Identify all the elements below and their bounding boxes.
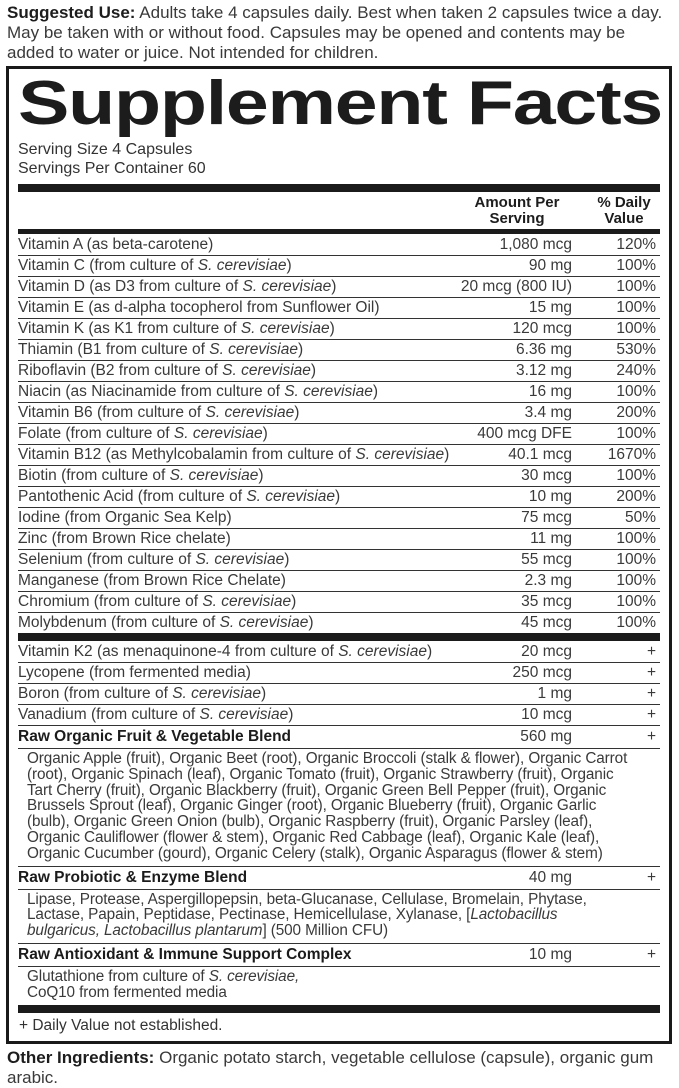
daily-value-footnote: + Daily Value not established. bbox=[19, 1016, 223, 1034]
amount-per-serving: 2.3 mg bbox=[524, 572, 572, 589]
table-row bbox=[18, 507, 660, 528]
table-row bbox=[18, 528, 660, 549]
table-row bbox=[18, 465, 660, 486]
daily-value: 100% bbox=[616, 425, 656, 442]
divider-bar-thick bbox=[18, 1005, 660, 1013]
other-ingredients bbox=[0, 1044, 679, 1088]
amount-per-serving: 3.4 mg bbox=[524, 404, 572, 421]
daily-value: 530% bbox=[616, 341, 656, 358]
daily-value: 100% bbox=[616, 572, 656, 589]
other-ingredients-body: Organic potato starch, vegetable cellulose (capsule), organic gum arabic. bbox=[7, 1047, 654, 1087]
daily-value: 200% bbox=[616, 488, 656, 505]
table-row bbox=[18, 402, 660, 423]
daily-value: 100% bbox=[616, 593, 656, 610]
ingredient-name: Lycopene (from fermented media) bbox=[18, 664, 251, 681]
ingredient-name: Vitamin B6 (from culture of S. cerevisiae) bbox=[18, 404, 300, 421]
ingredient-name: Riboflavin (B2 from culture of S. cerevisiae) bbox=[18, 362, 317, 379]
amount-per-serving: 120 mcg bbox=[512, 320, 572, 337]
secondary-nutrient-rows bbox=[18, 641, 660, 725]
table-row bbox=[18, 704, 660, 725]
amount-per-serving: 15 mg bbox=[528, 299, 572, 316]
amount-per-serving: 6.36 mg bbox=[515, 341, 572, 358]
servings-per-container: Servings Per Container 60 bbox=[18, 160, 206, 177]
amount-per-serving: 10 mg bbox=[528, 488, 572, 505]
ingredient-name: Vitamin E (as d-alpha tocopherol from Sunflower Oil) bbox=[18, 299, 380, 316]
ingredient-name: Manganese (from Brown Rice Chelate) bbox=[18, 572, 286, 589]
daily-value: + bbox=[646, 728, 656, 745]
blend-ingredient-list: Organic Apple (fruit), Organic Beet (root), Organic Broccoli (stalk & flower), Organic Carrot (root), Organic Spinach (leaf), Organic Tomato (fruit), Organic Strawberry (fruit), Organic Tart Cherry (fruit), Organic Blackberry (fruit), Organic Green Bell Pepper (fruit), Organic Brussels Sprout (leaf), Organic Ginger (root), Organic Blueberry (fruit), Organic Garlic (bulb), Organic Green Onion (bulb), Organic Raspberry (fruit), Organic Parsley (leaf), Organic Cauliflower (flower & stem), Organic Red Cabbage (leaf), Organic Kale (leaf), Organic Cucumber (gourd), Organic Celery (stalk), Organic Asparagus (flower & stem) bbox=[18, 748, 660, 866]
daily-value: 100% bbox=[616, 278, 656, 295]
suggested-use-label: Suggested Use: bbox=[7, 3, 136, 22]
amount-per-serving: 10 mcg bbox=[521, 706, 572, 723]
panel-title-text: Supplement Facts bbox=[18, 71, 662, 137]
table-row bbox=[18, 234, 660, 255]
ingredient-name: Zinc (from Brown Rice chelate) bbox=[18, 530, 231, 547]
table-row bbox=[18, 612, 660, 633]
amount-per-serving: 40 mg bbox=[528, 868, 572, 886]
column-header-daily-value: % Daily Value bbox=[597, 194, 651, 227]
ingredient-name: Selenium (from culture of S. cerevisiae) bbox=[18, 551, 290, 568]
daily-value: 200% bbox=[616, 404, 656, 421]
table-row bbox=[18, 641, 660, 662]
main-nutrient-rows bbox=[18, 234, 660, 633]
table-row bbox=[18, 486, 660, 507]
table-header-row bbox=[18, 192, 660, 229]
daily-value: + bbox=[646, 685, 656, 702]
ingredient-name: Iodine (from Organic Sea Kelp) bbox=[18, 509, 232, 526]
panel-title bbox=[18, 71, 666, 137]
daily-value: + bbox=[646, 868, 656, 886]
table-row bbox=[18, 297, 660, 318]
blend-header-row bbox=[18, 943, 660, 966]
daily-value: 100% bbox=[616, 383, 656, 400]
daily-value: + bbox=[646, 945, 656, 963]
blend-header-row bbox=[18, 866, 660, 889]
ingredient-name: Vitamin C (from culture of S. cerevisiae) bbox=[18, 257, 292, 274]
table-row bbox=[18, 360, 660, 381]
blend-header-row bbox=[18, 725, 660, 748]
ingredient-name: Pantothenic Acid (from culture of S. cerevisiae) bbox=[18, 488, 341, 505]
ingredient-name: Biotin (from culture of S. cerevisiae) bbox=[18, 467, 264, 484]
daily-value: 50% bbox=[624, 509, 656, 526]
serving-size: Serving Size 4 Capsules bbox=[18, 141, 193, 158]
suggested-use-text bbox=[0, 0, 679, 63]
amount-per-serving: 560 mg bbox=[520, 728, 572, 745]
ingredient-name: Vitamin K (as K1 from culture of S. cerevisiae) bbox=[18, 320, 335, 337]
daily-value: 100% bbox=[616, 320, 656, 337]
daily-value: 100% bbox=[616, 614, 656, 631]
ingredient-name: Boron (from culture of S. cerevisiae) bbox=[18, 685, 267, 702]
daily-value: 100% bbox=[616, 257, 656, 274]
column-header-amount: Amount Per Serving bbox=[474, 194, 560, 227]
blend-ingredient-list: Lipase, Protease, Aspergillopepsin, beta-Glucanase, Cellulase, Bromelain, Phytase, Lactase, Papain, Peptidase, Pectinase, Hemicellulase, Xylanase, [Lactobacillus bulgaricus, Lactobacillus plantarum] (500 Million CFU) bbox=[18, 889, 660, 943]
table-row bbox=[18, 381, 660, 402]
amount-per-serving: 3.12 mg bbox=[515, 362, 572, 379]
ingredient-name: Folate (from culture of S. cerevisiae) bbox=[18, 425, 268, 442]
ingredient-name: Vitamin B12 (as Methylcobalamin from culture of S. cerevisiae) bbox=[18, 446, 450, 463]
amount-per-serving: 30 mcg bbox=[521, 467, 572, 484]
ingredient-name: Thiamin (B1 from culture of S. cerevisiae) bbox=[18, 341, 304, 358]
ingredient-name: Raw Probiotic & Enzyme Blend bbox=[18, 868, 248, 886]
table-row bbox=[18, 591, 660, 612]
daily-value: 120% bbox=[616, 235, 656, 253]
table-row bbox=[18, 276, 660, 297]
table-row bbox=[18, 339, 660, 360]
daily-value: 100% bbox=[616, 299, 656, 316]
daily-value: + bbox=[646, 642, 656, 660]
daily-value: 100% bbox=[616, 551, 656, 568]
amount-per-serving: 250 mcg bbox=[512, 664, 572, 681]
blend-sections bbox=[18, 725, 660, 1005]
amount-per-serving: 45 mcg bbox=[521, 614, 572, 631]
amount-per-serving: 11 mg bbox=[530, 530, 572, 547]
ingredient-name: Raw Antioxidant & Immune Support Complex bbox=[18, 945, 352, 963]
daily-value: 240% bbox=[616, 362, 656, 379]
other-ingredients-label: Other Ingredients: bbox=[7, 1047, 155, 1067]
daily-value: 100% bbox=[616, 530, 656, 547]
daily-value: 100% bbox=[616, 467, 656, 484]
table-row bbox=[18, 255, 660, 276]
ingredient-name: Vitamin D (as D3 from culture of S. cerevisiae) bbox=[18, 278, 337, 295]
table-row bbox=[18, 570, 660, 591]
amount-per-serving: 20 mcg (800 IU) bbox=[460, 278, 572, 295]
table-row bbox=[18, 549, 660, 570]
supplement-facts-panel bbox=[6, 66, 672, 1044]
ingredient-name: Vitamin K2 (as menaquinone-4 from culture of S. cerevisiae) bbox=[18, 642, 433, 660]
table-row bbox=[18, 318, 660, 339]
amount-per-serving: 1,080 mcg bbox=[499, 235, 572, 253]
blend-ingredient-list: Glutathione from culture of S. cerevisiae, CoQ10 from fermented media bbox=[18, 966, 660, 1005]
amount-per-serving: 400 mcg DFE bbox=[477, 425, 572, 442]
ingredient-name: Vitamin A (as beta-carotene) bbox=[18, 235, 214, 253]
daily-value: 1670% bbox=[607, 446, 656, 463]
amount-per-serving: 40.1 mcg bbox=[508, 446, 572, 463]
ingredient-name: Vanadium (from culture of S. cerevisiae) bbox=[18, 706, 294, 723]
table-row bbox=[18, 683, 660, 704]
amount-per-serving: 75 mcg bbox=[521, 509, 572, 526]
daily-value: + bbox=[646, 664, 656, 681]
amount-per-serving: 20 mcg bbox=[521, 642, 572, 660]
table-row bbox=[18, 444, 660, 465]
ingredient-name: Raw Organic Fruit & Vegetable Blend bbox=[18, 728, 292, 745]
amount-per-serving: 1 mg bbox=[537, 685, 572, 702]
daily-value: + bbox=[646, 706, 656, 723]
divider-bar-thick bbox=[18, 633, 660, 641]
ingredient-name: Chromium (from culture of S. cerevisiae) bbox=[18, 593, 297, 610]
amount-per-serving: 16 mg bbox=[528, 383, 572, 400]
table-row bbox=[18, 423, 660, 444]
table-row bbox=[18, 662, 660, 683]
amount-per-serving: 90 mg bbox=[528, 257, 572, 274]
amount-per-serving: 55 mcg bbox=[521, 551, 572, 568]
divider-bar-thick bbox=[18, 184, 660, 192]
amount-per-serving: 35 mcg bbox=[521, 593, 572, 610]
amount-per-serving: 10 mg bbox=[528, 945, 572, 963]
ingredient-name: Molybdenum (from culture of S. cerevisiae) bbox=[18, 614, 314, 631]
suggested-use-body: Adults take 4 capsules daily. Best when taken 2 capsules twice a day. May be taken with or without food. Capsules may be opened and contents may be added to water or juice. Not intended for children. bbox=[7, 3, 663, 62]
ingredient-name: Niacin (as Niacinamide from culture of S. cerevisiae) bbox=[18, 383, 379, 400]
